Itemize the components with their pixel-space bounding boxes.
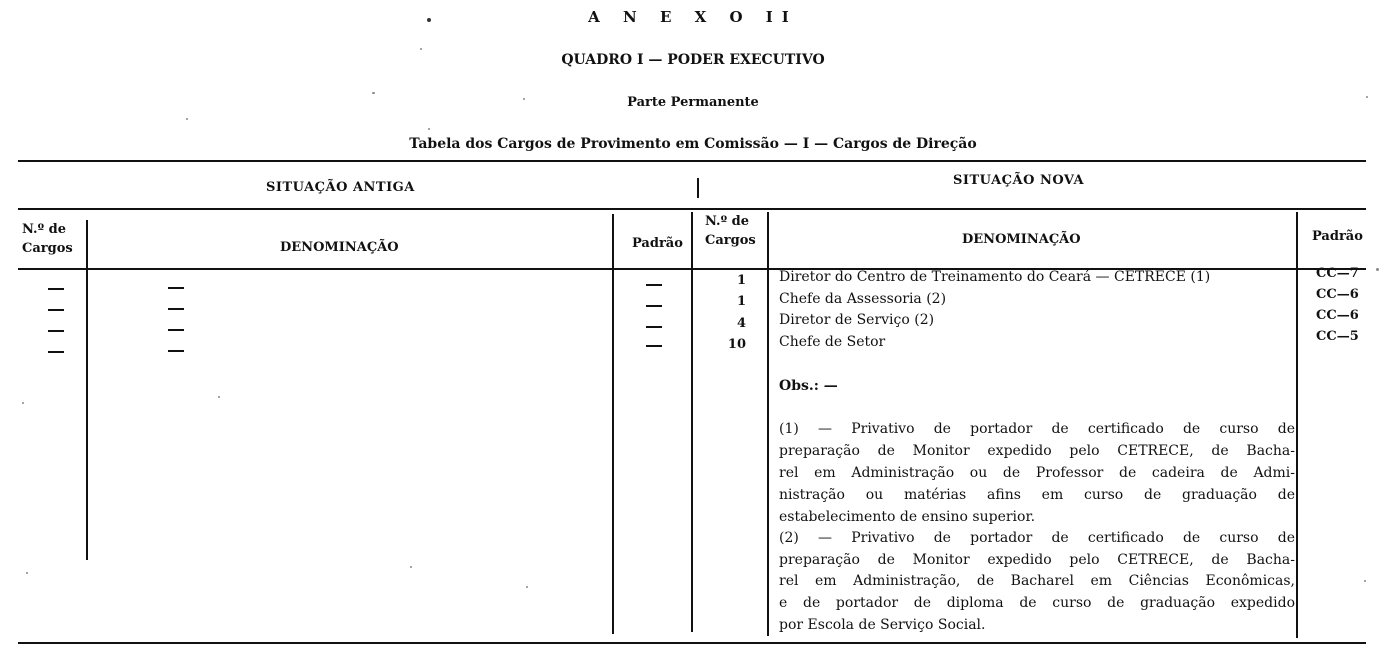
scan-speck [427,18,431,22]
old-num-dash-1 [48,288,64,290]
old-padrao-dash-4 [646,345,662,347]
note1-line-5: estabelecimento de ensino superior. [779,509,1036,525]
new-denom-header: DENOMINAÇÃO [962,232,1081,247]
group-divider [697,178,699,198]
new-row-2-padrao: CC—6 [1316,287,1359,302]
note2-line-3: rel em Administração, de Bacharel em Ciências Econômicas, [779,573,1295,589]
new-padrao-header: Padrão [1312,229,1363,244]
new-row-1-denom: Diretor do Centro de Treinamento do Ceará — CETRECE (1) [779,269,1211,285]
note2-line-2: preparação de Monitor expedido pelo CETRECE, de Bacha- [779,552,1295,568]
quadro-title: QUADRO I — PODER EXECUTIVO [561,52,825,68]
new-row-4-num: 10 [727,337,746,352]
scan-speck [186,118,188,120]
old-padrao-dash-2 [646,305,662,307]
note1-line-3: rel em Administração ou de Professor de cadeira de Admi- [779,465,1295,481]
old-num-dash-4 [48,351,64,353]
new-num-header-line1: N.º de [705,214,749,229]
scan-speck [22,402,24,404]
note1-line-1: (1) — Privativo de portador de certificado de curso de [779,421,1295,437]
new-row-3-padrao: CC—6 [1316,308,1359,323]
new-num-header-line2: Cargos [705,233,756,248]
old-num-dash-3 [48,330,64,332]
new-row-4-padrao: CC—5 [1316,329,1359,344]
note2-line-1: (2) — Privativo de portador de certificado de curso de [779,530,1295,546]
scan-speck [526,586,528,588]
new-num-header [705,212,756,250]
parte-subtitle: Parte Permanente [627,95,759,110]
note1-line-4: nistração ou matérias afins em curso de graduação de [779,487,1295,503]
annex-title: A N E X O II [588,8,798,26]
new-row-4-denom: Chefe de Setor [779,334,886,350]
new-row-3-num: 4 [736,316,746,331]
old-num-header-line1: N.º de [22,222,66,237]
scan-speck [1376,268,1379,271]
old-denom-dash-2 [168,308,184,310]
group-header-rule [18,208,1366,210]
old-padrao-header: Padrão [632,236,683,251]
old-padrao-dash-1 [646,284,662,286]
new-row-2-num: 1 [736,294,746,309]
col-divider-old-num [86,220,88,560]
col-divider-new-denom [1296,212,1298,638]
old-num-header [22,220,73,258]
col-divider-new-num [767,212,769,636]
old-denom-dash-4 [168,350,184,352]
old-denom-dash-3 [168,329,184,331]
scan-speck [26,572,28,574]
scan-speck [410,566,412,568]
scan-speck [1366,96,1368,98]
group-nova-title: SITUAÇÃO NOVA [953,173,1085,188]
old-num-header-line2: Cargos [22,241,73,256]
note2-line-5: por Escola de Serviço Social. [779,617,986,633]
scan-speck [1364,580,1366,582]
new-row-1-num: 1 [736,273,746,288]
old-num-dash-2 [48,309,64,311]
old-denom-header: DENOMINAÇÃO [280,240,399,255]
group-antiga-title: SITUAÇÃO ANTIGA [266,180,415,195]
col-divider-old-denom [612,214,614,634]
table-top-rule [18,160,1366,162]
new-row-1-padrao: CC—7 [1316,266,1359,281]
scan-speck [523,98,525,100]
table-caption: Tabela dos Cargos de Provimento em Comissão — I — Cargos de Direção [409,136,977,152]
scan-speck [420,48,422,50]
scan-speck [218,396,220,398]
old-padrao-dash-3 [646,326,662,328]
obs-label: Obs.: — [779,378,838,394]
new-row-2-denom: Chefe da Assessoria (2) [779,291,947,307]
scan-speck [428,128,430,130]
table-bottom-rule [18,642,1366,644]
scan-speck [372,92,375,94]
note2-line-4: e de portador de diploma de curso de graduação expedido [779,595,1295,611]
old-denom-dash-1 [168,287,184,289]
new-row-3-denom: Diretor de Serviço (2) [779,312,935,328]
col-divider-old-padrao [691,212,693,632]
note1-line-2: preparação de Monitor expedido pelo CETRECE, de Bacha- [779,443,1295,459]
